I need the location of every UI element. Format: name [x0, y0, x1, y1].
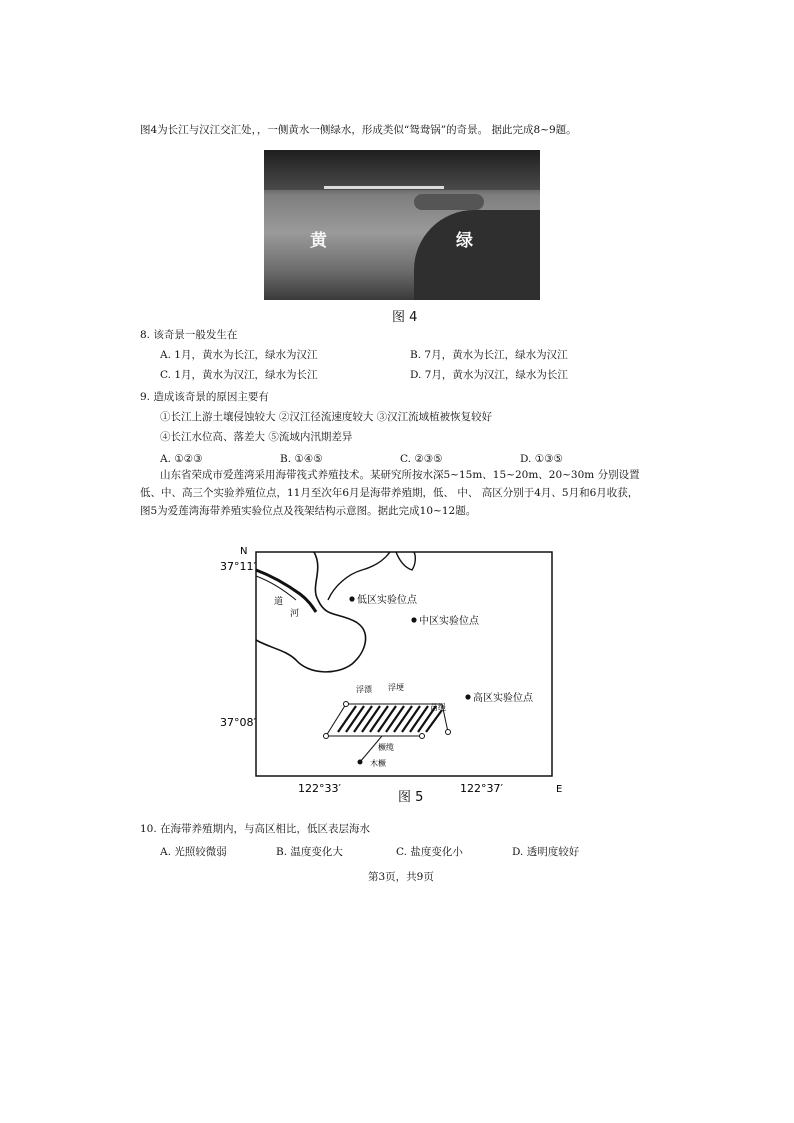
point-mid-dot	[411, 617, 416, 622]
lon-right-label: 122°37′	[460, 782, 503, 795]
lat-top-label: 37°11′	[220, 560, 256, 573]
raft-stake-label: 木橛	[370, 759, 386, 768]
q9-line2: ④长江水位高、落差大 ⑤流域内汛期差异	[160, 431, 353, 443]
east-label: E	[556, 784, 563, 795]
river-char-2: 道	[274, 597, 284, 607]
raft-cable-label: 橛缆	[378, 743, 394, 752]
raft-float-label: 浮漂	[356, 685, 372, 694]
point-high-dot	[465, 694, 470, 699]
q9-stem: 9. 造成该奇景的原因主要有	[140, 391, 269, 403]
q9-option-b: B. ①④⑤	[280, 453, 323, 465]
q8-option-c: C. 1月，黄水为汉江，绿水为长江	[160, 369, 318, 381]
raft-rope-label: 苗绳	[430, 703, 446, 712]
coastline	[256, 552, 366, 672]
bridge	[324, 186, 444, 189]
q10-option-a: A. 光照较微弱	[160, 846, 227, 858]
point-high-label: 高区实验位点	[473, 693, 533, 704]
lon-left-label: 122°33′	[298, 782, 341, 795]
q10-option-b: B. 温度变化大	[276, 846, 343, 858]
q10-option-d: D. 透明度较好	[512, 846, 580, 858]
q9-line1: ①长江上游土壤侵蚀较大 ②汉江径流速度较大 ③汉江流域植被恢复较好	[160, 411, 493, 423]
label-green: 绿	[456, 231, 473, 251]
coastline-ne	[396, 552, 415, 570]
river-char-1: 辛	[262, 583, 272, 593]
page-footer: 第3页，共9页	[368, 871, 434, 883]
q9-option-d: D. ①③⑤	[520, 453, 563, 465]
green-water-area	[414, 210, 540, 300]
q8-stem: 8. 该奇景一般发生在	[140, 329, 238, 341]
q10-option-c: C. 盐度变化小	[396, 846, 463, 858]
confluence-shore	[414, 194, 484, 210]
q9-option-c: C. ②③⑤	[400, 453, 443, 465]
coastline-north	[328, 552, 390, 600]
city-skyline	[264, 150, 540, 190]
point-mid-label: 中区实验位点	[419, 616, 479, 627]
passage-2: 山东省荣成市爱莲湾采用海带筏式养殖技术。某研究所按水深5~15m、15~20m、20~30m 分别设置低、中、高三个实验养殖位点，11月至次年6月是海带养殖期，低、 中、 高区分别于4月、5月和6月收获，图5为爱莲湾海带养殖实验位点及筏架结构示意图。据此完成10~12题。	[140, 469, 640, 517]
label-yellow: 黄	[310, 231, 327, 251]
figure4-caption: 图 4	[392, 310, 418, 325]
point-low-label: 低区实验位点	[357, 595, 417, 606]
figure4-photo	[264, 150, 540, 300]
figure5-caption: 图 5	[398, 790, 424, 805]
q10-stem: 10. 在海带养殖期内，与高区相比，低区表层海水	[140, 823, 371, 835]
q9-option-a: A. ①②③	[160, 453, 203, 465]
north-label: N	[240, 546, 248, 557]
lat-bottom-label: 37°08′	[220, 716, 256, 729]
intro-text: 图4为长江与汉江交汇处，，一侧黄水一侧绿水，形成类似“鸳鸯锅”的奇景。 据此完成8~9题。	[140, 124, 577, 136]
river-char-3: 河	[290, 609, 300, 619]
raft-float2-label: 浮埂	[388, 683, 404, 692]
q8-option-b: B. 7月，黄水为长江，绿水为汉江	[410, 349, 568, 361]
q8-option-a: A. 1月，黄水为长江，绿水为汉江	[160, 349, 318, 361]
point-low-dot	[349, 596, 354, 601]
q8-option-d: D. 7月，黄水为汉江，绿水为长江	[410, 369, 568, 381]
figure5-map	[216, 540, 576, 800]
